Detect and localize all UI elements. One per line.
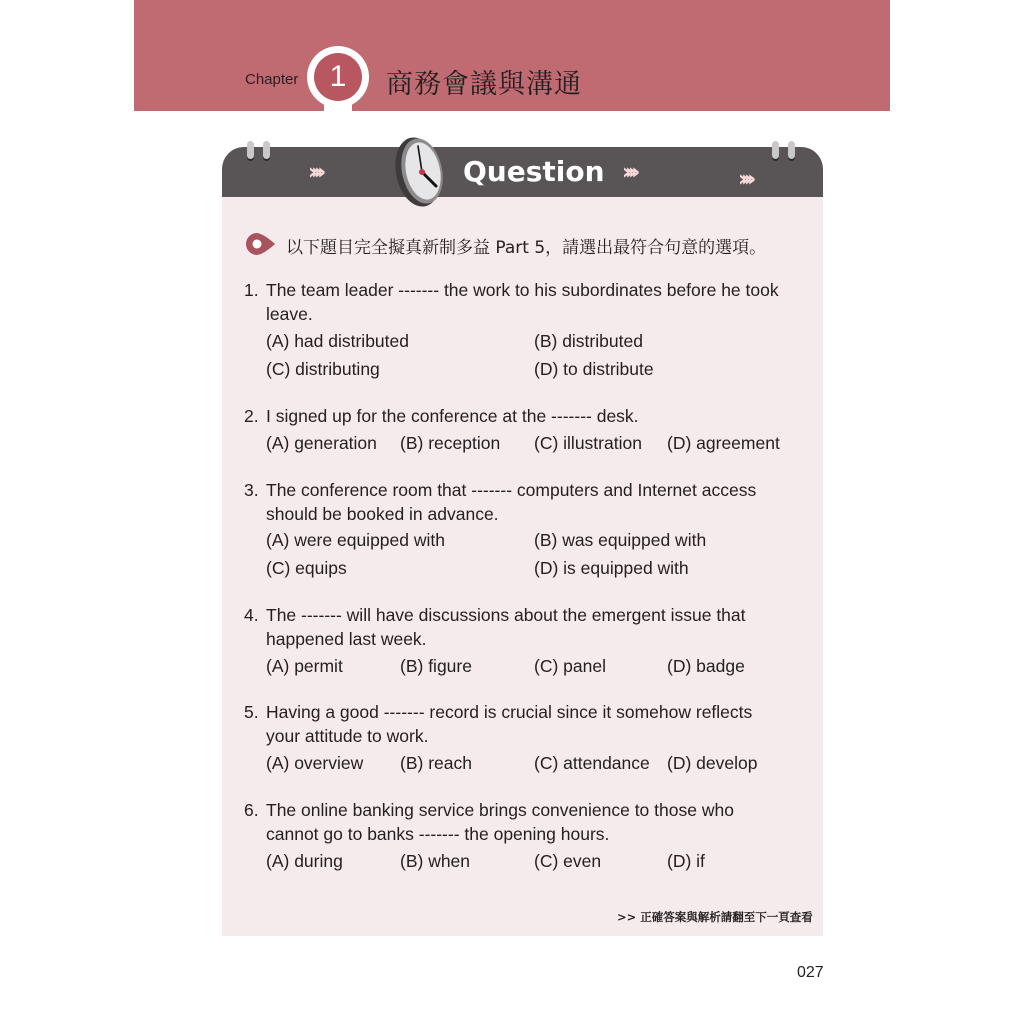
answer-option[interactable]: (D) badge: [667, 656, 745, 676]
question-number: 5.: [244, 702, 259, 722]
binder-ring-icon: [772, 141, 779, 159]
answer-page-note: >> 正確答案與解析請翻至下一頁查看: [617, 910, 813, 924]
answer-option[interactable]: (D) is equipped with: [534, 558, 689, 578]
question-line: cannot go to banks ------- the opening hours.: [266, 823, 610, 844]
instruction-bullet-icon: [244, 232, 276, 256]
question-stem: [266, 405, 806, 429]
answer-option[interactable]: (A) during: [266, 851, 343, 871]
question-line: leave.: [266, 303, 313, 324]
chapter-number-badge: 1: [314, 53, 362, 101]
answer-option[interactable]: (A) had distributed: [266, 331, 409, 351]
answer-option[interactable]: (C) attendance: [534, 753, 650, 773]
chapter-label: Chapter: [245, 71, 299, 88]
answer-option[interactable]: (C) distributing: [266, 359, 380, 379]
question-number: 3.: [244, 480, 259, 500]
answer-option[interactable]: (D) agreement: [667, 433, 780, 453]
question-line: happened last week.: [266, 628, 427, 649]
question-line: I signed up for the conference at the ------- desk.: [266, 406, 639, 426]
answer-option[interactable]: (A) permit: [266, 656, 343, 676]
question-line: The team leader ------- the work to his subordinates before he took: [266, 280, 779, 300]
question-line: Having a good ------- record is crucial since it somehow reflects: [266, 702, 753, 722]
question-line: The conference room that ------- computers and Internet access: [266, 480, 757, 500]
question-stem: [266, 701, 806, 748]
question-line: your attitude to work.: [266, 725, 429, 746]
binder-ring-icon: [247, 141, 254, 159]
instruction-text: 以下題目完全擬真新制多益 Part 5，請選出最符合句意的選項。: [286, 238, 767, 258]
chevrons-icon: ››››: [738, 167, 751, 192]
binder-ring-icon: [263, 141, 270, 159]
answer-option[interactable]: (A) overview: [266, 753, 364, 773]
question-line: The ------- will have discussions about the emergent issue that: [266, 605, 746, 625]
question-number: 6.: [244, 800, 259, 820]
question-line: The online banking service brings convenience to those who: [266, 800, 734, 820]
answer-option[interactable]: (C) illustration: [534, 433, 642, 453]
answer-option[interactable]: (B) reach: [400, 753, 472, 773]
answer-option[interactable]: (B) was equipped with: [534, 530, 707, 550]
answer-option[interactable]: (B) distributed: [534, 331, 643, 351]
clock-icon: [392, 134, 448, 210]
answer-option[interactable]: (B) figure: [400, 656, 472, 676]
question-number: 4.: [244, 605, 259, 625]
answer-option[interactable]: (B) when: [400, 851, 471, 871]
answer-option[interactable]: (A) generation: [266, 433, 377, 453]
binder-ring-icon: [788, 141, 795, 159]
chevrons-icon: ››››: [308, 160, 321, 185]
answer-option[interactable]: (B) reception: [400, 433, 501, 453]
question-stem: [266, 604, 806, 651]
chevrons-icon: ››››: [622, 160, 635, 185]
page-number: 027: [797, 964, 824, 981]
answer-option[interactable]: (A) were equipped with: [266, 530, 445, 550]
question-line: should be booked in advance.: [266, 503, 499, 524]
answer-option[interactable]: (C) equips: [266, 558, 347, 578]
question-title: Question: [463, 155, 605, 188]
chapter-title: 商務會議與溝通: [386, 69, 582, 100]
answer-option[interactable]: (D) develop: [667, 753, 758, 773]
question-number: 2.: [244, 406, 259, 426]
question-number: 1.: [244, 280, 259, 300]
chapter-badge-stem: [324, 100, 352, 112]
answer-option[interactable]: (D) to distribute: [534, 359, 654, 379]
answer-option[interactable]: (D) if: [667, 851, 705, 871]
question-stem: [266, 799, 806, 846]
question-stem: [266, 479, 806, 526]
answer-option[interactable]: (C) panel: [534, 656, 606, 676]
question-stem: [266, 279, 806, 326]
answer-option[interactable]: (C) even: [534, 851, 602, 871]
